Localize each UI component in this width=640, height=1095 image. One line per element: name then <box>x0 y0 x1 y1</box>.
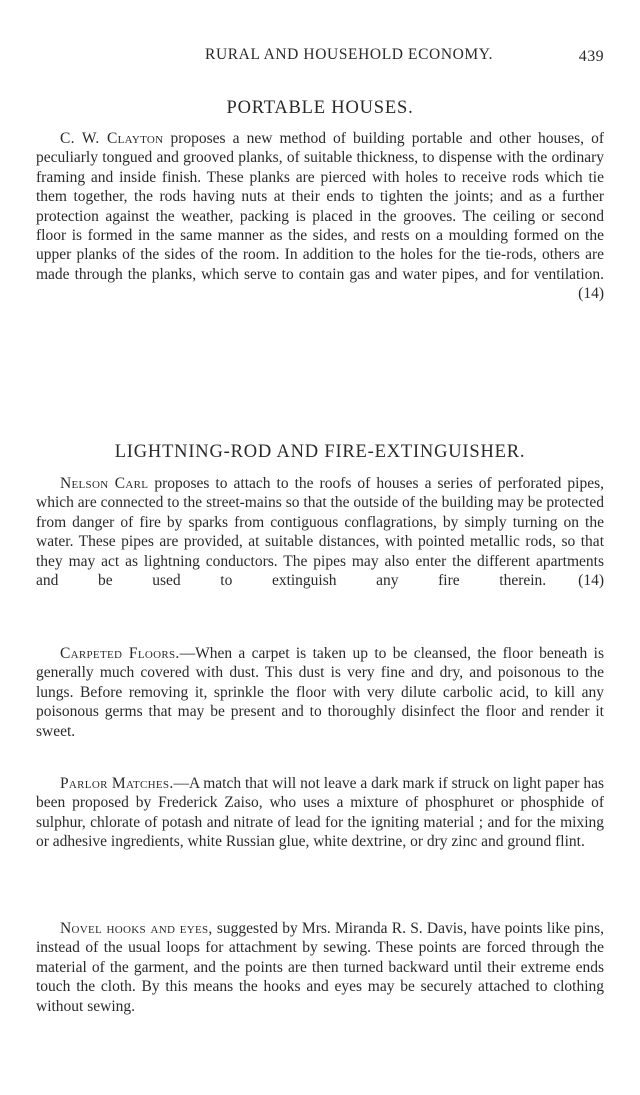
section-heading-portable-houses: PORTABLE HOUSES. <box>226 98 414 118</box>
paragraph-body: suggested by Mrs. Miranda R. S. Davis, have points like pins, instead of the usual loops for attachment by sewing. These points are forced through the material of the garment, and the points are then turned backward until their extreme ends touch the cloth. By this means the hooks and eyes may be securely attached to clothing without sewing. <box>36 920 604 1015</box>
paragraph-lead: C. W. Clayton <box>60 130 164 147</box>
paragraph-body: —When a carpet is taken up to be cleansed, the floor beneath is generally much covered with dust. This dust is very fine and dry, and poisonous to the lungs. Before removing it, sprinkle the floor with very dilute carbolic acid, to kill any poisonous germs that may be present and to thoroughly disinfect the floor and render it sweet. <box>36 645 604 740</box>
paragraph-hooks-and-eyes <box>36 919 604 1016</box>
paragraph-lightning-rod <box>36 474 604 610</box>
running-head <box>36 46 604 70</box>
paragraph-body: proposes to attach to the roofs of houses a series of perforated pipes, which are connected to the street-mains so that the outside of the building may be protected from danger of fire by sparks from contiguous conflagrations, by simply turning on the water. These pipes are provided, at suitable distances, with pointed metallic rods, so that they may act as lightning conductors. The pipes may also enter the different apartments and be used to extinguish any fire therein. <box>36 475 604 590</box>
paragraph-body: —A match that will not leave a dark mark if struck on light paper has been proposed by Frederick Zaiso, who uses a mixture of phosphuret or phosphide of sulphur, chlorate of potash and nitrate of lead for the igniting material ; and for the mixing or adhesive ingredients, white Russian glue, white dextrine, or dry zinc and ground flint. <box>36 775 604 851</box>
reference-number: (14) <box>578 572 604 590</box>
running-title: RURAL AND HOUSEHOLD ECONOMY. <box>205 46 494 63</box>
paragraph-body: proposes a new method of building portable and other houses, of peculiarly tongued and grooved planks, of suitable thickness, to dispense with the ordinary framing and inside finish. These planks are pierced with holes to receive rods which tie them together, the rods having nuts at their ends to tighten the joints; and as a further protection against the weather, packing is placed in the grooves. The ceiling or second floor is formed in the same manner as the sides, and rests on a moulding formed on the upper planks of the sides of the room. In addition to the holes for the tie-rods, others are made through the planks, which serve to contain gas and water pipes, and for ventilation. <box>36 130 605 283</box>
paragraph-portable-houses <box>36 129 604 323</box>
page-number: 439 <box>578 48 604 65</box>
paragraph-lead: Parlor Matches. <box>60 775 174 792</box>
paragraph-parlor-matches <box>36 774 604 852</box>
section-heading-lightning-rod: LIGHTNING-ROD AND FIRE-EXTINGUISHER. <box>114 442 526 462</box>
paragraph-carpeted-floors <box>36 644 604 741</box>
reference-number: (14) <box>578 285 604 303</box>
paragraph-lead: Novel hooks and eyes, <box>60 920 213 937</box>
paragraph-lead: Nelson Carl <box>60 475 149 492</box>
paragraph-lead: Carpeted Floors. <box>60 645 180 662</box>
